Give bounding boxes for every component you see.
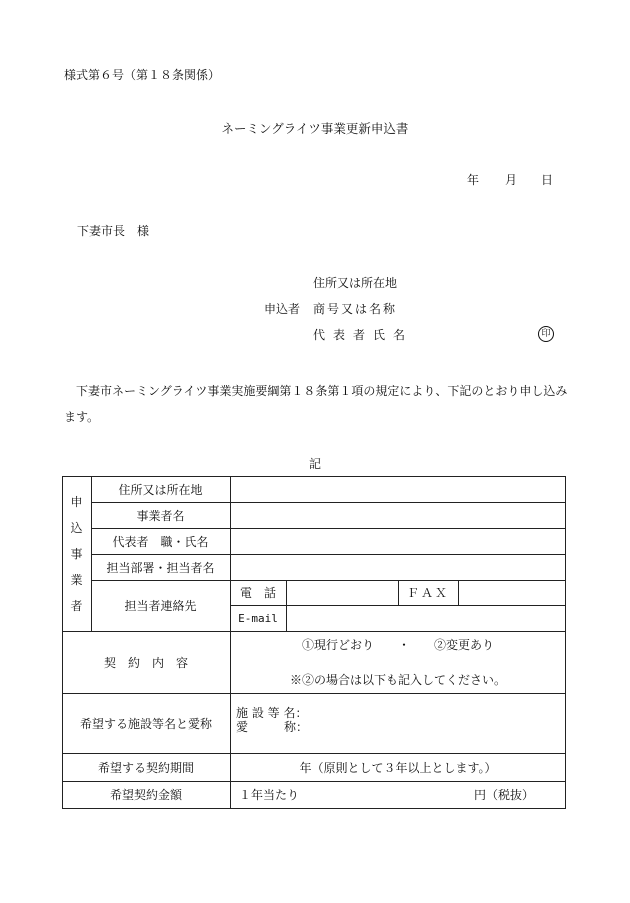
row-label-person-in-charge: 担当部署・担当者名 [106, 560, 215, 575]
date-day-label: 日 [541, 173, 554, 187]
tel-label: 電 話 [239, 586, 276, 600]
amount-label: 希望契約金額 [109, 788, 182, 802]
facility-label: 希望する施設等名と愛称 [79, 716, 212, 731]
seal-mark: 印 [538, 326, 554, 342]
form-number: 様式第６号（第１８条関係） [64, 68, 221, 82]
contract-label: 契 約 内 容 [103, 655, 188, 670]
fax-field[interactable] [459, 581, 565, 605]
applicant-group-label: 申 込 事 業 者 [70, 494, 83, 613]
applicant-representative-label: 代表者氏名 [313, 328, 414, 342]
amount-unit-label: 円（税抜） [474, 788, 535, 802]
email-field[interactable] [287, 606, 565, 631]
ki-heading: 記 [308, 457, 321, 471]
business-name-field[interactable] [231, 503, 565, 528]
fax-label: ＦＡＸ [406, 586, 449, 600]
representative-field[interactable] [231, 529, 565, 554]
tel-field[interactable] [287, 581, 398, 605]
person-in-charge-field[interactable] [231, 555, 565, 580]
applicant-label: 申込者 [264, 302, 301, 316]
amount-per-year-label: １年当たり [239, 788, 300, 802]
contract-note: ※②の場合は以下も記入してください。 [289, 672, 506, 687]
row-label-contact: 担当者連絡先 [124, 599, 197, 613]
date-year-label: 年 [467, 173, 480, 187]
row-label-address: 住所又は所在地 [118, 482, 203, 497]
period-field[interactable]: 年（原則として３年以上とします。） [299, 760, 497, 775]
address-field[interactable] [231, 477, 565, 502]
row-label-representative: 代表者 職・氏名 [112, 534, 209, 549]
applicant-name-label: 商号又は名称 [313, 302, 398, 316]
addressee: 下妻市長 様 [77, 224, 150, 238]
facility-field[interactable] [236, 706, 308, 734]
date-month-label: 月 [505, 173, 518, 187]
contract-options[interactable]: ①現行どおり ・ ②変更あり [301, 637, 494, 652]
application-table [62, 476, 566, 809]
applicant-address-label: 住所又は所在地 [313, 276, 398, 290]
email-label: E-mail [238, 611, 278, 625]
period-label: 希望する契約期間 [97, 760, 194, 775]
facility-name-label: 施 設 等 名： [236, 706, 308, 720]
document-title: ネーミングライツ事業更新申込書 [221, 121, 409, 136]
body-paragraph: 下妻市ネーミングライツ事業実施要綱第１８条第１項の規定により、下記のとおり申し込みます。 [64, 384, 568, 424]
row-label-business-name: 事業者名 [136, 508, 185, 523]
nickname-label: 愛 称： [236, 720, 309, 734]
